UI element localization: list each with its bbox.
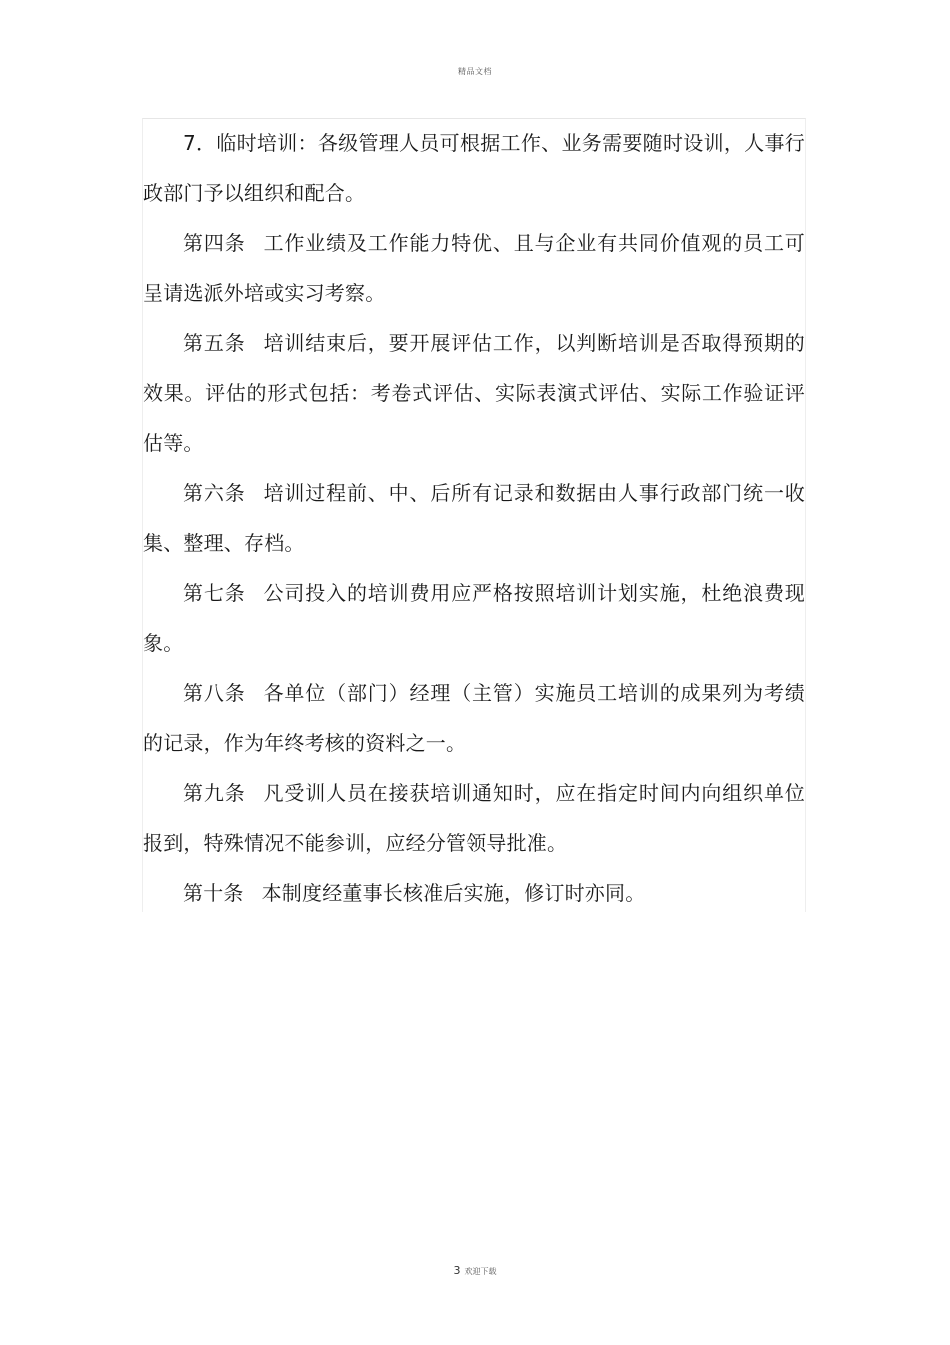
article-6 [143, 468, 805, 568]
article-label: 第十条 [183, 881, 244, 905]
article-5 [143, 318, 805, 468]
page-number: 3 [453, 1264, 461, 1277]
item-7-text: 7．临时培训：各级管理人员可根据工作、业务需要随时设训，人事行政部门予以组织和配合。 [143, 131, 805, 205]
article-8 [143, 668, 805, 768]
article-4 [143, 218, 805, 318]
footer-text: 欢迎下载 [464, 1267, 497, 1276]
article-label: 第五条 [183, 331, 246, 355]
article-text: 本制度经董事长核准后实施，修订时亦同。 [261, 881, 646, 905]
article-text: 公司投入的培训费用应严格按照培训计划实施，杜绝浪费现象。 [143, 581, 806, 655]
article-text: 培训结束后，要开展评估工作，以判断培训是否取得预期的效果。评估的形式包括：考卷式评估、实际表演式评估、实际工作验证评估等。 [143, 331, 806, 455]
article-label: 第六条 [183, 481, 246, 505]
article-7 [143, 568, 805, 668]
article-label: 第九条 [183, 781, 246, 805]
article-text: 各单位（部门）经理（主管）实施员工培训的成果列为考绩的记录，作为年终考核的资料之一。 [143, 681, 806, 755]
article-text: 培训过程前、中、后所有记录和数据由人事行政部门统一收集、整理、存档。 [143, 481, 806, 555]
article-label: 第七条 [183, 581, 246, 605]
header-note: 精品文档 [458, 67, 492, 76]
paragraph-item-7 [143, 118, 805, 218]
article-text: 凡受训人员在接获培训通知时，应在指定时间内向组织单位报到，特殊情况不能参训，应经分管领导批准。 [143, 781, 806, 855]
article-label: 第四条 [183, 231, 246, 255]
article-text: 工作业绩及工作能力特优、且与企业有共同价值观的员工可呈请选派外培或实习考察。 [143, 231, 806, 305]
article-10 [143, 868, 805, 918]
article-9 [143, 768, 805, 868]
document-body [142, 118, 806, 912]
page-footer [0, 1259, 950, 1278]
article-label: 第八条 [183, 681, 246, 705]
